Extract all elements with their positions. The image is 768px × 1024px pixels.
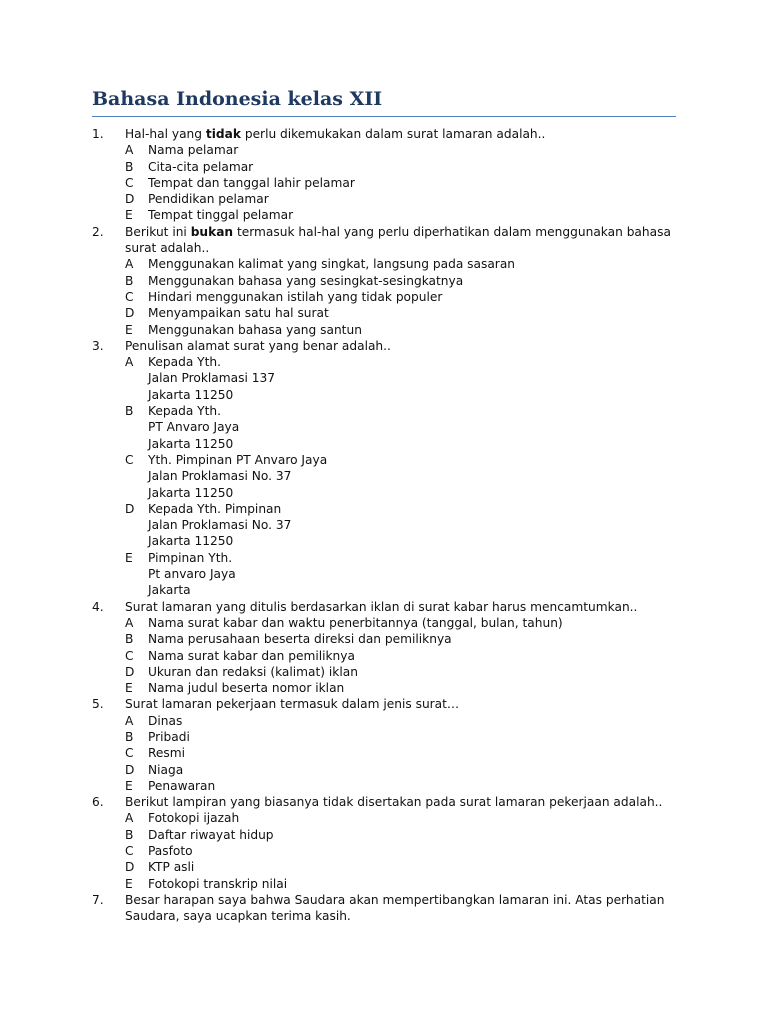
- question-number: 4.: [92, 599, 104, 614]
- question-text: [125, 696, 676, 712]
- question-text: [125, 338, 676, 354]
- answer-option: [125, 452, 676, 501]
- option-letter: A: [125, 355, 134, 370]
- option-letter: E: [125, 322, 133, 337]
- answer-option: [125, 729, 676, 745]
- option-letter: A: [125, 257, 134, 272]
- option-text: Pribadi: [148, 729, 190, 744]
- option-text: KTP asli: [148, 860, 195, 875]
- question-text: [125, 599, 676, 615]
- option-text: Cita-cita pelamar: [148, 159, 254, 174]
- option-text: Pendidikan pelamar: [148, 192, 269, 207]
- option-text: Daftar riwayat hidup: [148, 827, 274, 842]
- option-text: Resmi: [148, 746, 186, 761]
- answer-option: [125, 615, 676, 631]
- answer-option: [125, 648, 676, 664]
- option-letter: C: [125, 289, 134, 304]
- emphasis-word: bukan: [190, 224, 234, 239]
- question-number: 3.: [92, 338, 104, 353]
- option-text: Menggunakan kalimat yang singkat, langsung pada sasaran: [148, 257, 516, 272]
- option-letter: B: [125, 404, 134, 419]
- emphasis-word: tidak: [205, 127, 241, 141]
- option-text: Tempat tinggal pelamar: [148, 208, 294, 223]
- option-letter: A: [125, 713, 134, 728]
- option-letter: C: [125, 452, 134, 467]
- option-letter: B: [125, 273, 134, 288]
- option-text: Nama perusahaan beserta direksi dan pemiliknya: [148, 632, 452, 647]
- question-text: [125, 892, 676, 925]
- question-item: [92, 599, 676, 697]
- option-letter: A: [125, 615, 134, 630]
- question-number: 1.: [92, 127, 104, 141]
- option-letter: C: [125, 844, 134, 859]
- question-text-run: Surat lamaran pekerjaan termasuk dalam jenis surat…: [125, 697, 460, 712]
- option-text: Jakarta: [148, 583, 191, 598]
- option-text: Jakarta 11250: [148, 387, 234, 402]
- question-text-run: Berikut lampiran yang biasanya tidak disertakan pada surat lamaran pekerjaan adalah..: [125, 795, 663, 810]
- option-text: Kepada Yth.: [148, 355, 221, 370]
- question-text-run: Penulisan alamat surat yang benar adalah..: [125, 338, 391, 353]
- question-text-run: Berikut ini: [125, 224, 191, 239]
- option-letter: D: [125, 664, 135, 679]
- option-text: Jakarta 11250: [148, 534, 234, 549]
- option-text: Kepada Yth. Pimpinan: [148, 501, 282, 516]
- answer-option: [125, 207, 676, 223]
- answer-option: [125, 810, 676, 826]
- option-text: Hindari menggunakan istilah yang tidak populer: [148, 289, 443, 304]
- option-text: Pasfoto: [148, 844, 193, 859]
- option-text: Yth. Pimpinan PT Anvaro Jaya: [148, 452, 328, 467]
- option-text: Fotokopi transkrip nilai: [148, 876, 288, 891]
- answer-option: [125, 305, 676, 321]
- option-letter: D: [125, 306, 135, 321]
- question-text-run: perlu dikemukakan dalam surat lamaran adalah..: [240, 127, 546, 141]
- answer-option: [125, 876, 676, 892]
- option-text: Jakarta 11250: [148, 485, 234, 500]
- answer-option: [125, 159, 676, 175]
- answer-option: [125, 631, 676, 647]
- option-letter: B: [125, 827, 134, 842]
- answer-option: [125, 403, 676, 452]
- option-letter: D: [125, 501, 135, 516]
- answer-option: [125, 843, 676, 859]
- option-text: Nama surat kabar dan pemiliknya: [148, 648, 355, 663]
- option-letter: E: [125, 681, 133, 696]
- question-item: [92, 892, 676, 925]
- option-letter: D: [125, 860, 135, 875]
- answer-option: [125, 680, 676, 696]
- option-text: Tempat dan tanggal lahir pelamar: [148, 175, 355, 190]
- answer-option: [125, 142, 676, 158]
- option-text: Menggunakan bahasa yang santun: [148, 322, 362, 337]
- answer-option: [125, 859, 676, 875]
- option-text: Jakarta 11250: [148, 436, 234, 451]
- option-text: Fotokopi ijazah: [148, 811, 240, 826]
- answer-option: [125, 354, 676, 403]
- option-text: PT Anvaro Jaya: [148, 420, 240, 435]
- option-letter: B: [125, 729, 134, 744]
- question-text: [125, 224, 676, 257]
- question-number: 5.: [92, 697, 104, 712]
- question-text-run: Hal-hal yang: [125, 127, 206, 141]
- option-text: Nama judul beserta nomor iklan: [148, 681, 345, 696]
- question-text-run: Besar harapan saya bahwa Saudara akan mempertibangkan lamaran ini. Atas perhatian Saudara, saya ucapkan terima kasih.: [125, 892, 665, 924]
- title-divider: [92, 116, 676, 117]
- option-text: Penawaran: [148, 778, 216, 793]
- option-letter: E: [125, 550, 133, 565]
- answer-option: [125, 322, 676, 338]
- option-letter: E: [125, 876, 133, 891]
- question-item: [92, 224, 676, 338]
- question-item: [92, 696, 676, 794]
- option-text: Menyampaikan satu hal surat: [148, 306, 329, 321]
- option-text: Ukuran dan redaksi (kalimat) iklan: [148, 664, 358, 679]
- option-letter: D: [125, 192, 135, 207]
- answer-option: [125, 827, 676, 843]
- answer-option: [125, 256, 676, 272]
- question-item: [92, 126, 676, 224]
- option-letter: A: [125, 143, 134, 158]
- question-number: 6.: [92, 795, 104, 810]
- answer-option: [125, 762, 676, 778]
- option-letter: E: [125, 778, 133, 793]
- question-list: [92, 126, 676, 925]
- option-text: Jalan Proklamasi No. 37: [148, 469, 292, 484]
- option-text: Pt anvaro Jaya: [148, 567, 236, 582]
- option-letter: B: [125, 159, 134, 174]
- question-number: 7.: [92, 892, 104, 907]
- question-text-run: Surat lamaran yang ditulis berdasarkan iklan di surat kabar harus mencamtumkan..: [125, 599, 638, 614]
- option-letter: E: [125, 208, 133, 223]
- option-letter: C: [125, 746, 134, 761]
- option-text: Pimpinan Yth.: [148, 550, 233, 565]
- answer-option: [125, 191, 676, 207]
- option-text: Jalan Proklamasi 137: [148, 371, 275, 386]
- option-letter: B: [125, 632, 134, 647]
- answer-option: [125, 501, 676, 550]
- option-text: Menggunakan bahasa yang sesingkat-sesingkatnya: [148, 273, 464, 288]
- option-letter: A: [125, 811, 134, 826]
- option-letter: C: [125, 175, 134, 190]
- question-text-run: termasuk hal-hal yang perlu diperhatikan dalam menggunakan bahasa surat adalah..: [125, 224, 671, 256]
- question-number: 2.: [92, 224, 104, 239]
- option-text: Nama pelamar: [148, 143, 239, 158]
- option-text: Kepada Yth.: [148, 404, 221, 419]
- option-letter: C: [125, 648, 134, 663]
- question-item: [92, 794, 676, 892]
- option-text: Jalan Proklamasi No. 37: [148, 518, 292, 533]
- question-text: [125, 794, 676, 810]
- question-text: [125, 126, 676, 142]
- answer-option: [125, 175, 676, 191]
- answer-option: [125, 745, 676, 761]
- answer-option: [125, 289, 676, 305]
- option-text: Dinas: [148, 713, 183, 728]
- question-item: [92, 338, 676, 599]
- answer-option: [125, 273, 676, 289]
- option-text: Niaga: [148, 762, 184, 777]
- option-letter: D: [125, 762, 135, 777]
- answer-option: [125, 778, 676, 794]
- document-title: Bahasa Indonesia kelas XII: [92, 88, 383, 110]
- option-text: Nama surat kabar dan waktu penerbitannya (tanggal, bulan, tahun): [148, 615, 563, 630]
- answer-option: [125, 713, 676, 729]
- answer-option: [125, 664, 676, 680]
- answer-option: [125, 550, 676, 599]
